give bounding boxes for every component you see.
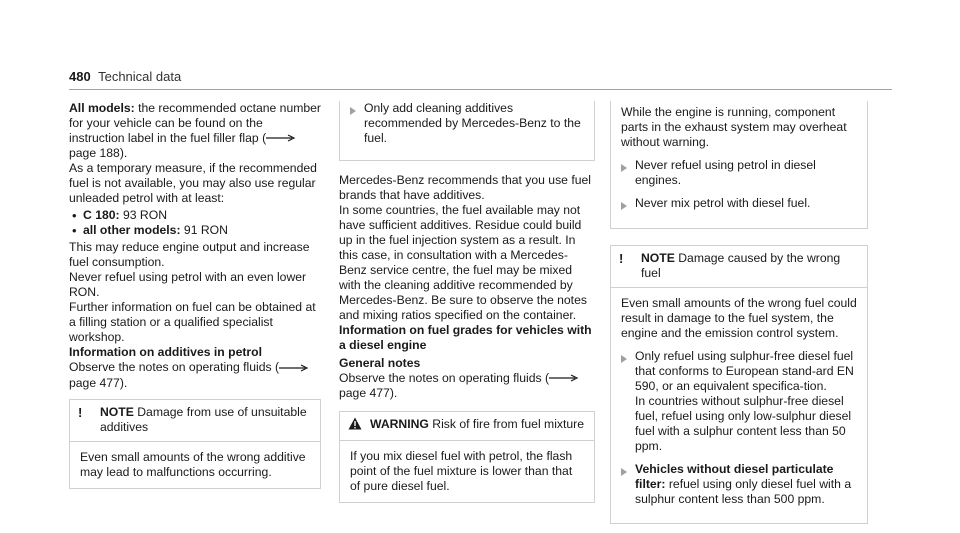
paragraph-observe: Observe the notes on operating fluids ( page 477). — [69, 360, 321, 390]
page-ref-link[interactable]: page 477). — [339, 386, 398, 401]
note-box-wrong-fuel — [610, 245, 868, 524]
step-item: Only add cleaning additives recommended by Mercedes-Benz to the fuel. — [350, 101, 584, 146]
section-title: Technical data — [98, 69, 182, 84]
step-item: Only refuel using sulphur-free diesel fuel that conforms to European stand-ard EN 590, or an equivalent specifica-tion. In countries without sulphur-free diesel fuel, refuel using only low-sulphur diesel fuel with a sulphur content less than 50 ppm. — [621, 349, 857, 454]
paragraph-observe: Observe the notes on operating fluids ( page 477). — [339, 371, 595, 401]
page-header — [69, 69, 892, 90]
step-arrow-icon — [350, 101, 364, 146]
column-2 — [339, 101, 595, 503]
warning-title: Risk of fire from fuel mixture — [432, 417, 584, 432]
warning-continuation-box: While the engine is running, component parts in the exhaust system may overheat without warning. Never refuel using petrol in diesel engines. Never mix petrol with diesel fuel. — [610, 101, 868, 229]
note-header — [611, 245, 867, 287]
paragraph-recommend: Mercedes-Benz recommends that you use fuel brands that have additives. — [339, 173, 591, 202]
page-ref-link[interactable]: page 188). — [69, 146, 128, 161]
step-item: Vehicles without diesel particulate filter: refuel using only diesel fuel with a sulphur content less than 500 ppm. — [621, 462, 857, 507]
note-title: Damage caused by the wrong fuel — [641, 251, 841, 280]
page-number: 480 — [69, 69, 91, 84]
page-ref-link[interactable]: page 477). — [69, 375, 128, 390]
note-body: Even small amounts of the wrong additive may lead to malfunctions occurring. — [70, 441, 320, 488]
exclamation-icon: ! — [619, 251, 624, 266]
warning-triangle-icon — [348, 417, 370, 434]
heading-additives: Information on additives in petrol — [69, 345, 262, 360]
column-1 — [69, 101, 321, 489]
heading-diesel: Information on fuel grades for vehicles with a diesel engine — [339, 323, 592, 352]
arrow-right-icon — [279, 361, 309, 376]
octane-list — [69, 208, 321, 238]
step-arrow-icon — [621, 462, 635, 507]
note-label: NOTE — [641, 251, 675, 265]
arrow-right-icon — [549, 371, 579, 386]
subheading-general: General notes — [339, 356, 421, 370]
exclamation-icon: ! — [78, 404, 83, 420]
step-arrow-icon — [621, 349, 635, 454]
step-item: Never refuel using petrol in diesel engines. — [621, 158, 857, 188]
note-box-additives — [69, 399, 321, 489]
list-item: • all other models: 91 RON — [69, 223, 321, 238]
warning-header — [340, 411, 594, 440]
paragraph-temporary: As a temporary measure, if the recommended fuel is not available, you may also use regular unleaded petrol with at least: — [69, 161, 317, 206]
paragraph-further-info: Further information on fuel can be obtained at a filling station or a qualified specialist workshop. — [69, 300, 316, 345]
step-arrow-icon — [621, 196, 635, 214]
step-item: Never mix petrol with diesel fuel. — [621, 196, 857, 214]
note-header — [70, 399, 320, 441]
list-item: • C 180: 93 RON — [69, 208, 321, 223]
paragraph-all-models: All models: the recommended octane number for your vehicle can be found on the instruction label in the fuel filler flap ( page 188). — [69, 101, 321, 161]
paragraph-countries: In some countries, the fuel available may not have sufficient additives. Residue could build up in the fuel injection system as a result. In this case, in consultation with a Mercedes-Benz service centre, the fuel may be mixed with the cleaning additive recommended by Mercedes-Benz. Be sure to observe the notes and mixing ratios specified on the container. — [339, 203, 587, 322]
warning-body: If you mix diesel fuel with petrol, the flash point of the fuel mixture is lower than that of pure diesel fuel. — [340, 440, 594, 502]
warning-label: WARNING — [370, 417, 429, 432]
paragraph-never-refuel: Never refuel using petrol with an even lower RON. — [69, 270, 307, 300]
column-3 — [610, 101, 868, 524]
arrow-right-icon — [266, 131, 296, 146]
step-arrow-icon — [621, 158, 635, 188]
step-box — [339, 101, 595, 161]
note-body: Even small amounts of the wrong fuel could result in damage to the fuel system, the engine and the emission control system. Only refuel using sulphur-free diesel fuel that conforms to European stand-ard EN 590, or an equivalent specifica-tion. In countries without sulphur-free diesel fuel, refuel using only low-sulphur diesel fuel with a sulphur content less than 50 ppm. Vehicles without diesel particulate filter: refuel using only diesel fuel with a sulphur content less than 500 ppm. — [611, 287, 867, 523]
note-label: NOTE — [100, 404, 134, 419]
paragraph-output: This may reduce engine output and increase fuel consumption. — [69, 240, 310, 270]
warning-box — [339, 411, 595, 503]
note-title: Damage from use of unsuitable additives — [100, 404, 307, 434]
